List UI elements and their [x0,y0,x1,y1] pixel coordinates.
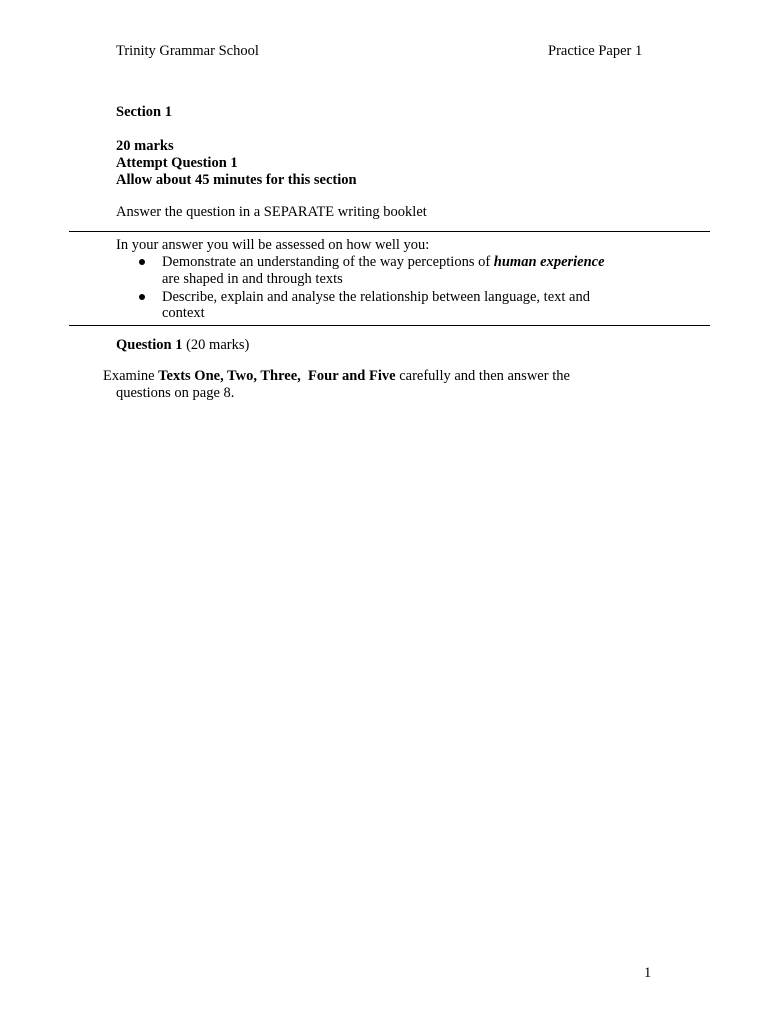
assessment-intro: In your answer you will be assessed on how well you: [116,237,430,253]
page-number: 1 [644,965,652,981]
attempt-instruction: Attempt Question 1 [116,155,238,171]
time-allowance: Allow about 45 minutes for this section [116,172,357,188]
question-text-end: carefully and then answer the [395,368,570,384]
bullet-1-line-1 [162,254,605,271]
question-line-1 [103,368,570,385]
question-texts-list: Texts One, Two, Three, Four and Five [158,368,396,384]
question-heading [116,337,249,354]
bullet-1-emphasis: human experience [493,254,605,270]
section-marks: 20 marks [116,138,174,154]
paper-title: Practice Paper 1 [548,43,643,59]
school-name: Trinity Grammar School [116,43,259,59]
top-divider [69,231,710,232]
bullet-1-text: Demonstrate an understanding of the way perceptions of [162,254,494,270]
question-text-start: Examine [103,368,159,384]
question-label: Question 1 [116,337,183,353]
section-title: Section 1 [116,104,172,120]
bullet-icon [139,294,145,300]
bullet-icon [139,259,145,265]
bullet-2-line-1: Describe, explain and analyse the relationship between language, text and [162,289,590,305]
bullet-1-line-2: are shaped in and through texts [162,271,343,287]
question-line-2: questions on page 8. [116,385,235,401]
bottom-divider [69,325,710,326]
bullet-2-line-2: context [162,305,205,321]
question-marks: (20 marks) [182,337,250,353]
booklet-instruction: Answer the question in a SEPARATE writing booklet [116,204,427,220]
